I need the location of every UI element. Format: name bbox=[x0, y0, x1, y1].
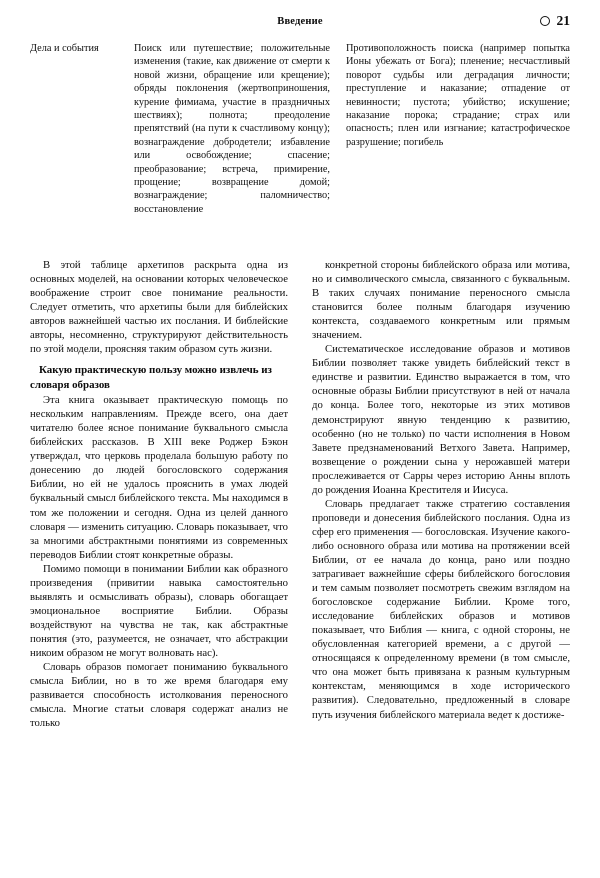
table-row-label: Дела и события bbox=[30, 43, 99, 54]
paragraph: Эта книга оказывает практическую помощь по нескольким направлениям. Прежде всего, она дает читателю более ясное понимание буквального смысла библейских рассказов. В XIII веке Роджер Бэкон утверждал, что церковь проделала большую работу по донесению до людей богословского содержания Библии, но ей не удалось прояснить в умах людей буквальный смысл библейского текста. Мы находимся в том же положении и сегодня. Одна из целей данного словаря — изменить ситуацию. Словарь показывает, что за многими абстрактными понятиями из современных переводов Библии стоят конкретные образы. bbox=[30, 394, 288, 561]
section-subheading: Какую практическую пользу можно извлечь из словаря образов bbox=[30, 364, 272, 391]
paragraph: Словарь образов помогает пониманию буквального смысла Библии, но в то же время благодаря ему развивается способность истолкования переносного смысла. Многие статьи словаря содержат анализ не только bbox=[30, 661, 288, 730]
table-row bbox=[30, 42, 570, 216]
table-cell-positive bbox=[134, 42, 346, 216]
paragraph: В этой таблице архетипов раскрыта одна из основных моделей, на основании которых человеческое воображение строит свое понимание реальности. Следует отметить, что архетипы были для библейских авторов важнейшей частью их послания. И библейские авторы, несомненно, структурируют действительность по этой модели, проясняя таким образом суть жизни. bbox=[30, 259, 288, 356]
archetype-table bbox=[30, 42, 570, 216]
circle-icon bbox=[540, 16, 550, 26]
folio bbox=[540, 12, 571, 30]
running-head-title: Введение bbox=[277, 15, 323, 27]
paragraph: конкретной стороны библейского образа или мотива, но и символического смысла, связанного с буквальным. В таких случаях понимание переносного смысла становится более полным благодаря изучению контекста, создаваемого конкретным или прямым значением. bbox=[312, 259, 570, 342]
table-cell-positive-text: Поиск или путешествие; положительные изменения (такие, как движение от смерти к новой жизни, обращение или крещение); обряды поклонения (жертвоприношения, курение фимиама, участие в праздничных шествиях); полнота; преодоление препятствий (на пути к счастливому концу); вознаграждение добродетели; избавление или освобождение; спасение; преобразование; встреча, примирение, прощение; возвращение домой; вознаграждение; паломничество; восстановление bbox=[134, 43, 330, 215]
table-cell-negative-text: Противоположность поиска (например попытка Ионы убежать от Бога); пленение; несчастливый поворот судьбы или деградация личности; преступление и наказание; отпадение от невинности; пустота; убийство; искушение; наказание порока; страдание; страх или опасность; плен или изгнание; катастрофическое разрушение; погибель bbox=[346, 43, 570, 148]
running-head bbox=[30, 12, 570, 30]
page-number: 21 bbox=[556, 13, 570, 28]
paragraph: Систематическое исследование образов и мотивов Библии позволяет также увидеть библейский текст в единстве и развитии. Единство выражается в том, что основные образы Библии присутствуют в ней от начала до конца. Более того, некоторые из этих мотивов демонстрируют явную тенденцию к развитию, особенно (но не только) по части исполнения в Новом Завете предзнаменований Ветхого Завета. Например, возвещение о рождении сына у нерожавшей матери прослеживается от Сарры через историю Анны вплоть до рождения Иоанна Крестителя и Иисуса. bbox=[312, 343, 570, 496]
paragraph: Помимо помощи в понимании Библии как образного произведения (привитии навыка самостоятельно выявлять и осмысливать образы), словарь обогащает эмоциональное восприятие Библии. Образы воздействуют на чувства не так, как абстрактные понятия (это, разумеется, не означает, что абстракции никоим образом не могут волновать нас). bbox=[30, 562, 288, 659]
body-column-right bbox=[312, 258, 570, 870]
body-column-left bbox=[30, 258, 288, 870]
paragraph: Словарь предлагает также стратегию составления проповеди и донесения библейского послания. Одна из сфер его применения — богословская. Изучение какого-либо основного образа или мотива на протяжении всей Библии, от ее начала до конца, рано или поздно затрагивает важнейшие сферы библейского богословия и тем самым позволяет посмотреть свежим взглядом на богословское содержание Библии. Кроме того, исследование библейских образов и мотивов показывает, что Библия — книга, с одной стороны, не обусловленная категорией времени, а с другой — относящаяся к определенному времени (в том смысле, что она может быть привязана к разным культурным контекстам, меняющимся в ходе исторического развития). Следовательно, предложенный в словаре путь изучения библейского материала ведет к достиже- bbox=[312, 497, 570, 721]
body-columns bbox=[30, 258, 570, 870]
table-cell-negative bbox=[346, 42, 570, 149]
